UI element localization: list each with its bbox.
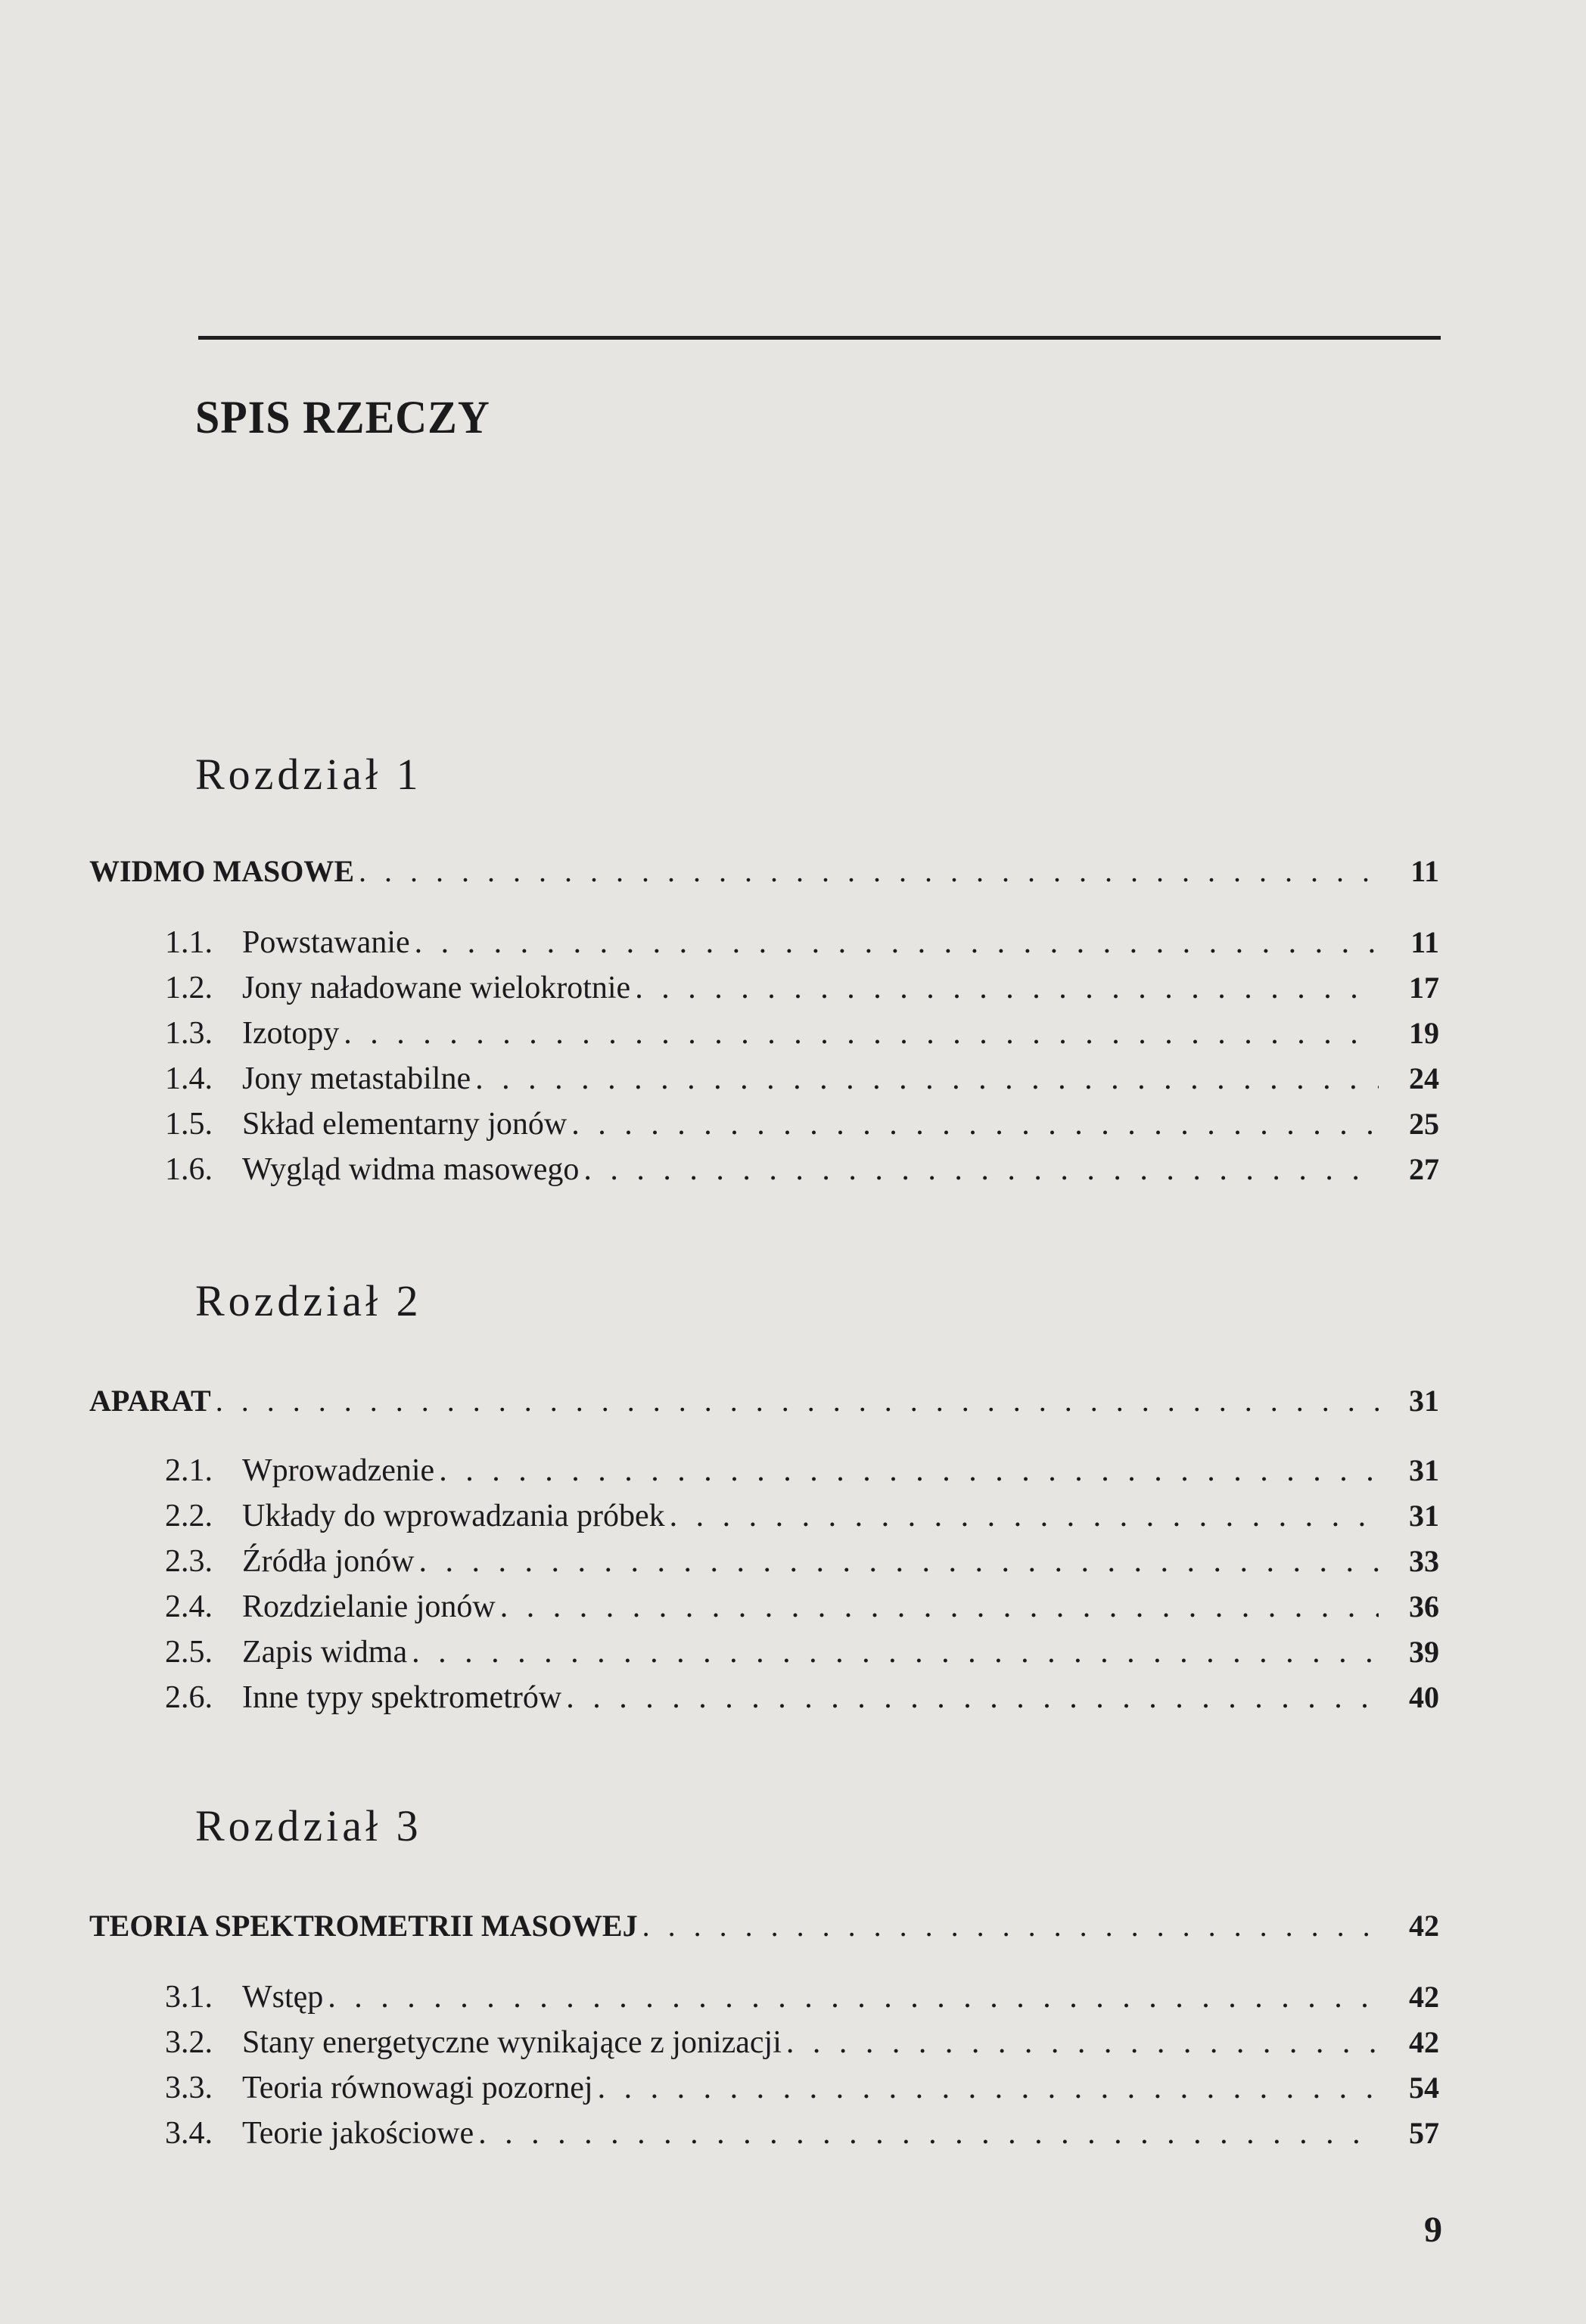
chapter-heading: Rozdział 3 bbox=[195, 1801, 422, 1850]
toc-page-number: 42 bbox=[1409, 2025, 1439, 2059]
toc-entry bbox=[165, 1061, 1439, 1100]
toc-entry-title: Jony naładowane wielokrotnie bbox=[242, 971, 631, 1005]
leader-dots bbox=[359, 853, 1379, 889]
toc-entry-number: 1.6. bbox=[165, 1152, 213, 1187]
toc-entry-number: 3.3. bbox=[165, 2071, 213, 2105]
toc-entry bbox=[165, 1452, 1439, 1492]
chapter-heading: Rozdział 2 bbox=[195, 1276, 422, 1325]
toc-entry bbox=[165, 2070, 1439, 2109]
top-rule bbox=[198, 336, 1441, 340]
toc-entry bbox=[165, 924, 1439, 964]
leader-dots bbox=[216, 1383, 1379, 1418]
leader-dots bbox=[583, 1151, 1379, 1188]
toc-entry-title: Skład elementarny jonów bbox=[242, 1107, 568, 1142]
toc-page-number: 25 bbox=[1409, 1107, 1439, 1141]
leader-dots bbox=[475, 1061, 1379, 1097]
toc-page-number: 17 bbox=[1409, 971, 1439, 1005]
toc-entry bbox=[165, 1151, 1439, 1191]
toc-entry-title: Powstawanie bbox=[242, 925, 410, 960]
toc-page-number: 54 bbox=[1409, 2071, 1439, 2105]
toc-entry-number: 3.4. bbox=[165, 2116, 213, 2151]
toc-section bbox=[89, 853, 1439, 893]
toc-entry-title: Teoria równowagi pozornej bbox=[242, 2071, 593, 2105]
toc-entry-number: 1.2. bbox=[165, 971, 213, 1005]
leader-dots bbox=[328, 1979, 1379, 2015]
toc-section bbox=[89, 1908, 1439, 1947]
toc-section-title: APARAT bbox=[89, 1384, 211, 1418]
toc-entry bbox=[165, 2115, 1439, 2155]
toc-page-number: 57 bbox=[1409, 2116, 1439, 2150]
toc-entry-title: Wstęp bbox=[242, 1980, 324, 2015]
toc-entry bbox=[165, 1498, 1439, 1537]
toc-page-number: 31 bbox=[1409, 1453, 1439, 1487]
toc-entry-title: Wprowadzenie bbox=[242, 1453, 435, 1488]
toc-entry-title: Stany energetyczne wynikające z jonizacji bbox=[242, 2025, 782, 2060]
toc-page-number: 40 bbox=[1409, 1680, 1439, 1714]
toc-entry-number: 2.1. bbox=[165, 1453, 213, 1488]
leader-dots bbox=[344, 1015, 1379, 1052]
page-title: SPIS RZECZY bbox=[195, 391, 490, 443]
leader-dots bbox=[412, 1634, 1379, 1670]
chapter-heading: Rozdział 1 bbox=[195, 750, 422, 799]
toc-page-number: 27 bbox=[1409, 1152, 1439, 1186]
toc-page-number: 24 bbox=[1409, 1061, 1439, 1095]
toc-entry bbox=[165, 970, 1439, 1009]
toc-entry bbox=[165, 1543, 1439, 1583]
leader-dots bbox=[418, 1543, 1379, 1580]
toc-entry-title: Zapis widma bbox=[242, 1635, 408, 1670]
toc-page-number: 36 bbox=[1409, 1589, 1439, 1623]
toc-section bbox=[89, 1383, 1439, 1422]
leader-dots bbox=[670, 1498, 1379, 1534]
leader-dots bbox=[566, 1679, 1379, 1716]
toc-entry-number: 2.4. bbox=[165, 1589, 213, 1624]
toc-page-number: 11 bbox=[1410, 925, 1439, 959]
toc-entry-title: Teorie jakościowe bbox=[242, 2116, 474, 2151]
leader-dots bbox=[415, 924, 1379, 961]
toc-entry bbox=[165, 1679, 1439, 1719]
toc-page-number: 11 bbox=[1410, 854, 1439, 888]
toc-page-number: 31 bbox=[1409, 1499, 1439, 1533]
toc-entry bbox=[165, 1979, 1439, 2018]
leader-dots bbox=[439, 1452, 1379, 1489]
toc-entry bbox=[165, 1106, 1439, 1145]
toc-section-title: WIDMO MASOWE bbox=[89, 854, 354, 888]
leader-dots bbox=[786, 2024, 1379, 2061]
toc-entry bbox=[165, 1015, 1439, 1055]
toc-entry-number: 1.5. bbox=[165, 1107, 213, 1142]
toc-entry-number: 1.1. bbox=[165, 925, 213, 960]
toc-entry-number: 1.3. bbox=[165, 1016, 213, 1051]
toc-entry bbox=[165, 1589, 1439, 1628]
toc-page-number: 42 bbox=[1409, 1909, 1439, 1943]
toc-entry-number: 2.3. bbox=[165, 1544, 213, 1579]
leader-dots bbox=[635, 970, 1379, 1006]
page-number: 9 bbox=[1424, 2210, 1442, 2250]
toc-entry-number: 3.1. bbox=[165, 1980, 213, 2015]
toc-entry bbox=[165, 2024, 1439, 2064]
toc-page-number: 19 bbox=[1409, 1016, 1439, 1050]
leader-dots bbox=[478, 2115, 1379, 2152]
toc-page-number: 33 bbox=[1409, 1544, 1439, 1578]
toc-entry-number: 3.2. bbox=[165, 2025, 213, 2060]
toc-page-number: 42 bbox=[1409, 1980, 1439, 2014]
toc-entry-title: Inne typy spektrometrów bbox=[242, 1680, 562, 1715]
toc-entry-title: Izotopy bbox=[242, 1016, 340, 1051]
toc-entry-number: 2.5. bbox=[165, 1635, 213, 1670]
toc-page-number: 31 bbox=[1409, 1384, 1439, 1418]
toc-section-title: TEORIA SPEKTROMETRII MASOWEJ bbox=[89, 1909, 638, 1943]
toc-entry bbox=[165, 1634, 1439, 1673]
toc-entry-title: Układy do wprowadzania próbek bbox=[242, 1499, 665, 1533]
leader-dots bbox=[642, 1908, 1379, 1943]
toc-entry-title: Rozdzielanie jonów bbox=[242, 1589, 496, 1624]
toc-entry-title: Wygląd widma masowego bbox=[242, 1152, 580, 1187]
leader-dots bbox=[598, 2070, 1379, 2106]
leader-dots bbox=[571, 1106, 1379, 1142]
toc-entry-number: 1.4. bbox=[165, 1061, 213, 1096]
toc-entry-title: Jony metastabilne bbox=[242, 1061, 471, 1096]
toc-entry-number: 2.2. bbox=[165, 1499, 213, 1533]
leader-dots bbox=[500, 1589, 1379, 1625]
toc-entry-number: 2.6. bbox=[165, 1680, 213, 1715]
toc-page-number: 39 bbox=[1409, 1635, 1439, 1669]
toc-entry-title: Źródła jonów bbox=[242, 1544, 415, 1579]
